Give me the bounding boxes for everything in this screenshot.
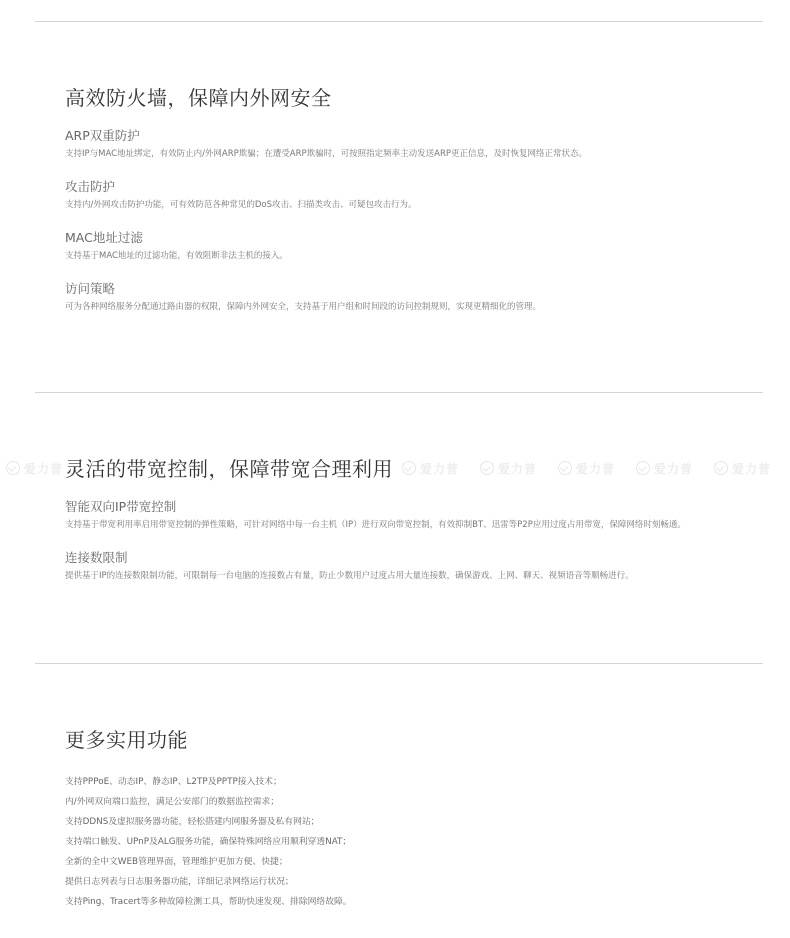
bandwidth-section-title: 灵活的带宽控制，保障带宽合理利用 xyxy=(65,457,393,481)
feature-title: 连接数限制 xyxy=(65,550,128,565)
list-item: 支持PPPoE、动态IP、静态IP、L2TP及PPTP接入技术； xyxy=(65,777,282,787)
check-circle-icon xyxy=(558,461,572,475)
feature-description: 支持IP与MAC地址绑定，有效防止内/外网ARP欺骗；在遭受ARP欺骗时，可按照指定频率主动发送ARP更正信息，及时恢复网络正常状态。 xyxy=(65,149,587,159)
feature-mac-filter xyxy=(65,230,765,262)
feature-attack-protection xyxy=(65,179,765,211)
watermark: 爱力普 xyxy=(480,457,537,479)
feature-arp-protection xyxy=(65,128,765,160)
more-features-list xyxy=(65,772,352,912)
top-divider xyxy=(35,21,763,22)
watermark: 爱力普 xyxy=(402,457,459,479)
feature-title: 智能双向IP带宽控制 xyxy=(65,499,177,514)
check-circle-icon xyxy=(480,461,494,475)
feature-title: ARP双重防护 xyxy=(65,128,140,143)
feature-description: 可为各种网络服务分配通过路由器的权限，保障内外网安全，支持基于用户组和时间段的访问控制规则，实现更精细化的管理。 xyxy=(65,302,542,312)
list-item: 支持端口触发、UPnP及ALG服务功能，确保特殊网络应用顺利穿透NAT； xyxy=(65,837,352,847)
feature-access-policy xyxy=(65,281,765,313)
feature-title: 攻击防护 xyxy=(65,179,116,194)
list-item: 内/外网双向端口监控，满足公安部门的数据监控需求； xyxy=(65,797,280,807)
feature-description: 支持基于MAC地址的过滤功能，有效阻断非法主机的接入。 xyxy=(65,251,288,261)
feature-description: 支持基于带宽利用率启用带宽控制的弹性策略，可针对网络中每一台主机（IP）进行双向带宽控制，有效抑制BT、迅雷等P2P应用过度占用带宽，保障网络时刻畅通。 xyxy=(65,520,686,530)
feature-title: MAC地址过滤 xyxy=(65,230,143,245)
section-divider xyxy=(35,392,763,393)
feature-ip-bandwidth-control xyxy=(65,499,765,531)
watermark: 爱力普 xyxy=(714,457,771,479)
check-circle-icon xyxy=(714,461,728,475)
feature-description: 提供基于IP的连接数限制功能，可限制每一台电脑的连接数占有量，防止少数用户过度占用大量连接数，确保游戏、上网、聊天、视频语音等顺畅进行。 xyxy=(65,571,634,581)
watermark: 爱力普 xyxy=(558,457,615,479)
section-divider xyxy=(35,663,763,664)
list-item: 支持DDNS及虚拟服务器功能，轻松搭建内网服务器及私有网站； xyxy=(65,817,320,827)
watermark: 爱力普 xyxy=(636,457,693,479)
watermark: 爱力普 xyxy=(6,457,63,479)
firewall-section-title: 高效防火墙，保障内外网安全 xyxy=(65,86,332,110)
check-circle-icon xyxy=(6,461,20,475)
feature-description: 支持内/外网攻击防护功能，可有效防范各种常见的DoS攻击、扫描类攻击、可疑包攻击行为。 xyxy=(65,200,417,210)
list-item: 支持Ping、Tracert等多种故障检测工具，帮助快速发现、排除网络故障。 xyxy=(65,897,352,907)
check-circle-icon xyxy=(636,461,650,475)
feature-connection-limit xyxy=(65,550,765,582)
list-item: 提供日志列表与日志服务器功能，详细记录网络运行状况； xyxy=(65,877,294,887)
more-features-section-title: 更多实用功能 xyxy=(65,728,188,752)
list-item: 全新的全中文WEB管理界面，管理维护更加方便、快捷； xyxy=(65,857,288,867)
feature-title: 访问策略 xyxy=(65,281,116,296)
check-circle-icon xyxy=(402,461,416,475)
